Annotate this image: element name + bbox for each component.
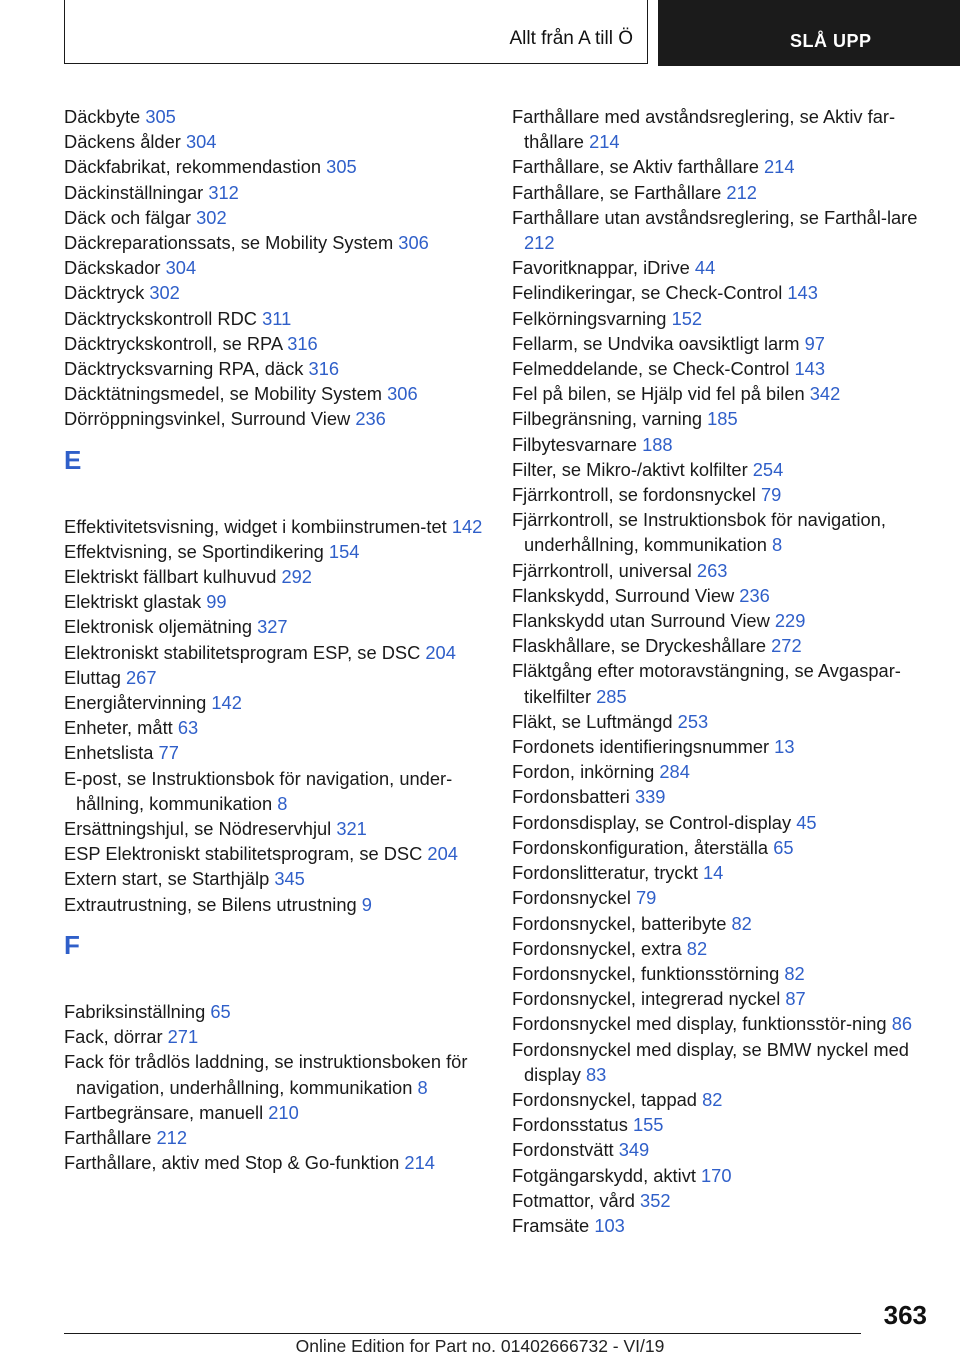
index-entry-text: Enhetslista — [64, 742, 154, 764]
index-page-link[interactable]: 210 — [268, 1101, 299, 1123]
index-page-link[interactable]: 79 — [635, 887, 657, 909]
index-page-link[interactable]: 82 — [702, 1088, 723, 1110]
index-entry — [64, 356, 494, 381]
index-page-link[interactable]: 204 — [425, 641, 456, 663]
index-page-link[interactable]: 236 — [355, 408, 386, 430]
tab-lookup-label: SLÅ UPP — [790, 31, 872, 51]
index-entry-text: Fordonsnyckel, extra — [512, 937, 682, 959]
index-entry-text: Elektriskt glastak — [64, 591, 202, 613]
index-entry-text: Ersättningshjul, se Nödreservhjul — [64, 818, 332, 840]
index-page-link[interactable]: 214 — [589, 131, 620, 153]
index-entry-text: Fjärrkontroll, se Instruktionsbok för navigation, underhållning, kommunikation — [512, 509, 886, 556]
footer-edition: Online Edition for Part no. 01402666732 - VI/19 — [295, 1336, 665, 1356]
index-page-link[interactable]: 284 — [659, 761, 690, 783]
index-entry — [512, 180, 932, 205]
index-entry — [64, 614, 494, 639]
index-entry — [512, 1037, 932, 1087]
footer-divider — [64, 1333, 861, 1334]
index-entry — [512, 1011, 932, 1036]
index-entry — [512, 759, 932, 784]
index-entry-text: Enheter, mått — [64, 717, 173, 739]
index-entry — [512, 381, 932, 406]
index-entry — [64, 154, 494, 179]
index-entry — [64, 690, 494, 715]
index-page-link[interactable]: 142 — [211, 692, 242, 714]
index-entry-text: Felkörningsvarning — [512, 307, 667, 329]
index-entry — [64, 1150, 494, 1175]
index-entry-text: Fellarm, se Undvika oavsiktligt larm — [512, 332, 800, 354]
index-page-link[interactable]: 285 — [596, 685, 627, 707]
index-entry-text: Fjärrkontroll, universal — [512, 559, 692, 581]
top-navigation — [0, 0, 960, 66]
index-page-link[interactable]: 352 — [640, 1189, 671, 1211]
index-entry-text: E-post, se Instruktionsbok för navigation, under-hållning, kommunikation — [64, 767, 453, 814]
index-entry — [64, 104, 494, 129]
index-page-link[interactable]: 185 — [707, 408, 738, 430]
index-entry-text: Farthållare, se Aktiv farthållare — [512, 156, 759, 178]
index-column-right — [512, 104, 932, 1238]
index-entry-text: Fläkt, se Luftmängd — [512, 710, 673, 732]
index-entry-text: Farthållare, aktiv med Stop & Go-funktion — [64, 1152, 400, 1174]
index-entry — [64, 514, 494, 539]
index-entry — [512, 1188, 932, 1213]
index-entry — [64, 280, 494, 305]
index-entry-text: Fordonsnyckel — [512, 887, 631, 909]
index-page-link[interactable]: 45 — [796, 811, 817, 833]
index-entry — [512, 356, 932, 381]
index-entry — [64, 1024, 494, 1049]
index-entry — [512, 583, 932, 608]
index-entry-text: Fack för trådlös laddning, se instruktionsboken för navigation, underhållning, kommunikation — [64, 1051, 468, 1098]
index-entry-text: Däckens ålder — [64, 131, 181, 153]
index-column-left — [64, 104, 494, 1175]
index-entry — [64, 1049, 494, 1099]
index-entry-text: Fordonsdisplay, se Control-display — [512, 811, 792, 833]
index-entry — [512, 734, 932, 759]
index-entry — [512, 810, 932, 835]
index-entry-text: Farthållare med avståndsreglering, se Aktiv far-thållare — [512, 106, 896, 153]
index-entry — [64, 381, 494, 406]
index-page-link[interactable]: 65 — [773, 836, 794, 858]
index-entry-text: Fartbegränsare, manuell — [64, 1101, 264, 1123]
index-entry-text: Fordonsnyckel, batteribyte — [512, 912, 727, 934]
index-entry — [64, 1125, 494, 1150]
index-page-link[interactable]: 254 — [752, 458, 784, 480]
index-page-link[interactable]: 82 — [731, 912, 752, 934]
index-page-link[interactable]: 8 — [771, 534, 783, 556]
index-entry-text: Fel på bilen, se Hjälp vid fel på bilen — [512, 383, 805, 405]
index-entry — [64, 816, 494, 841]
index-entry — [512, 986, 932, 1011]
index-entry-text: Felindikeringar, se Check-Control — [512, 282, 783, 304]
index-entry — [512, 406, 932, 431]
index-page-link[interactable]: 349 — [618, 1139, 650, 1161]
index-page-link[interactable]: 302 — [149, 282, 180, 304]
index-page-link[interactable]: 82 — [686, 937, 708, 959]
index-entry-text: Felmeddelande, se Check-Control — [512, 358, 790, 380]
index-entry — [512, 860, 932, 885]
index-entry — [512, 558, 932, 583]
index-entry — [512, 1213, 932, 1238]
index-page-link[interactable]: 8 — [417, 1076, 428, 1098]
index-entry-text: Fordonsstatus — [512, 1114, 628, 1136]
index-entry — [512, 911, 932, 936]
index-entry — [512, 1137, 932, 1162]
index-page-link[interactable]: 99 — [206, 591, 227, 613]
index-page-link[interactable]: 263 — [696, 559, 728, 581]
index-page-link[interactable]: 63 — [177, 717, 199, 739]
index-entry — [512, 608, 932, 633]
index-section-letter: F — [64, 929, 80, 960]
index-entry-text: Fordonets identifieringsnummer — [512, 736, 770, 758]
index-entry-text: Fordonsnyckel, tappad — [512, 1088, 697, 1110]
index-entry — [512, 306, 932, 331]
index-entry — [64, 255, 494, 280]
index-page-link[interactable]: 214 — [764, 156, 795, 178]
index-entry-text: ESP Elektroniskt stabilitetsprogram, se DSC — [64, 843, 423, 865]
index-page-link[interactable]: 339 — [634, 786, 666, 808]
index-entry-text: Fordonsnyckel, integrerad nyckel — [512, 988, 781, 1010]
index-page-link[interactable]: 312 — [208, 181, 239, 203]
index-entry — [512, 658, 932, 708]
index-page-link[interactable]: 253 — [677, 710, 709, 732]
index-entry — [64, 1100, 494, 1125]
index-entry — [64, 180, 494, 205]
index-page-link[interactable]: 212 — [156, 1126, 187, 1148]
index-page-link[interactable]: 44 — [694, 257, 716, 279]
index-entry — [512, 885, 932, 910]
index-entry-text: Flaskhållare, se Dryckeshållare — [512, 635, 767, 657]
index-entry — [512, 205, 932, 255]
index-page-link[interactable]: 8 — [277, 792, 288, 814]
index-entry — [64, 331, 494, 356]
index-entry-text: Extern start, se Starthjälp — [64, 868, 270, 890]
index-entry — [512, 1087, 932, 1112]
index-entry-text: Fordon, inkörning — [512, 761, 655, 783]
index-entry-text: Effektivitetsvisning, widget i kombiinstrumen-tet — [64, 515, 447, 537]
index-entry — [512, 482, 932, 507]
index-entry-text: Fordonsnyckel med display, funktionsstör-ning — [512, 1013, 887, 1035]
index-entry — [64, 892, 494, 917]
index-entry-text: Extrautrustning, se Bilens utrustning — [64, 893, 357, 915]
index-page-link[interactable]: 271 — [167, 1026, 199, 1048]
index-page-link[interactable]: 13 — [774, 736, 795, 758]
index-entry-text: Elektronisk oljemätning — [64, 616, 252, 638]
index-entry-text: Fordonslitteratur, tryckt — [512, 862, 698, 884]
index-section-letter: E — [64, 444, 82, 475]
index-entry-text: Flankskydd, Surround View — [512, 584, 735, 606]
index-entry — [512, 784, 932, 809]
index-entry — [64, 715, 494, 740]
index-entry — [512, 280, 932, 305]
index-page-link[interactable]: 154 — [328, 540, 360, 562]
index-entry-text: Däckbyte — [64, 106, 141, 127]
index-entry — [512, 154, 932, 179]
index-entry-text: Däcktryckskontroll RDC — [64, 307, 257, 329]
index-entry — [64, 205, 494, 230]
index-page-link[interactable]: 155 — [632, 1114, 664, 1136]
index-page-link[interactable]: 77 — [158, 742, 179, 764]
index-entry-text: Filbegränsning, varning — [512, 408, 703, 430]
index-page-link[interactable]: 304 — [185, 131, 217, 153]
index-entry — [512, 835, 932, 860]
index-entry — [512, 432, 932, 457]
index-page-link[interactable]: 327 — [257, 616, 288, 638]
index-page-link[interactable]: 103 — [594, 1214, 625, 1236]
index-entry — [64, 841, 494, 866]
index-page-link[interactable]: 214 — [404, 1152, 435, 1174]
index-page-link[interactable]: 304 — [165, 257, 197, 279]
index-page-link[interactable]: 142 — [451, 515, 483, 537]
index-page-link[interactable]: 311 — [262, 307, 292, 329]
index-entry — [512, 507, 932, 557]
tab-index-label: Allt från A till Ö — [509, 28, 633, 49]
index-entry-text: Fotgängarskydd, aktivt — [512, 1164, 696, 1186]
index-page-link[interactable]: 143 — [794, 358, 826, 380]
index-entry-text: Däck och fälgar — [64, 206, 192, 228]
index-entry-text: Fabriksinställning — [64, 1000, 206, 1022]
index-page-link[interactable]: 302 — [196, 206, 227, 228]
index-entry-text: Farthållare, se Farthållare — [512, 181, 722, 203]
index-entry-text: Filter, se Mikro-/aktivt kolfilter — [512, 458, 748, 480]
index-entry — [512, 709, 932, 734]
index-entry-text: Däcktryckskontroll, se RPA — [64, 332, 283, 354]
index-page-link[interactable]: 65 — [210, 1000, 231, 1022]
index-entry-text: Dörröppningsvinkel, Surround View — [64, 408, 351, 430]
index-entry — [512, 961, 932, 986]
index-page-link[interactable]: 272 — [771, 635, 802, 657]
index-entry — [512, 1112, 932, 1137]
index-page-link[interactable]: 342 — [809, 383, 841, 405]
index-entry-text: Däckskador — [64, 257, 161, 279]
index-page-link[interactable]: 292 — [281, 566, 312, 588]
index-entry-text: Däckfabrikat, rekommendastion — [64, 156, 322, 178]
index-entry-text: Farthållare — [64, 1126, 152, 1148]
index-page-link[interactable]: 305 — [145, 106, 176, 127]
index-entry-text: Fotmattor, vård — [512, 1189, 635, 1211]
index-entry — [64, 999, 494, 1024]
index-entry-text: Elektroniskt stabilitetsprogram ESP, se DSC — [64, 641, 421, 663]
index-entry — [64, 665, 494, 690]
index-entry — [64, 129, 494, 154]
index-entry-text: Favoritknappar, iDrive — [512, 257, 690, 279]
index-entry-text: Eluttag — [64, 666, 121, 688]
index-entry-text: Fordonskonfiguration, återställa — [512, 836, 769, 858]
index-page-link[interactable]: 305 — [326, 156, 357, 178]
index-entry-text: Däcktryck — [64, 282, 145, 304]
index-entry-text: Däckreparationssats, se Mobility System — [64, 232, 394, 254]
index-entry — [512, 331, 932, 356]
index-page-link[interactable]: 14 — [703, 862, 724, 884]
index-page-link[interactable]: 321 — [336, 818, 367, 840]
index-entry-text: Fordonsbatteri — [512, 786, 630, 808]
index-page-link[interactable]: 143 — [787, 282, 818, 304]
index-entry-text: Energiåtervinning — [64, 692, 207, 714]
index-page-link[interactable]: 79 — [760, 484, 782, 506]
index-page-link[interactable]: 212 — [524, 232, 555, 254]
index-page-link[interactable]: 188 — [642, 433, 673, 455]
index-entry — [64, 589, 494, 614]
index-entry-text: Fack, dörrar — [64, 1026, 163, 1048]
index-page-link[interactable]: 236 — [739, 584, 770, 606]
index-entry — [512, 255, 932, 280]
index-entry — [64, 740, 494, 765]
index-entry-text: Däcktrycksvarning RPA, däck — [64, 358, 304, 380]
index-page-link[interactable]: 97 — [804, 332, 825, 354]
index-entry — [512, 633, 932, 658]
index-entry-text: Fjärrkontroll, se fordonsnyckel — [512, 484, 756, 506]
index-page-link[interactable]: 316 — [308, 358, 340, 380]
index-page-link[interactable]: 87 — [785, 988, 806, 1010]
index-page-link[interactable]: 9 — [361, 893, 372, 915]
index-page-link[interactable]: 152 — [671, 307, 703, 329]
index-page-link[interactable]: 267 — [126, 666, 157, 688]
index-entry-text: Fordonstvätt — [512, 1139, 614, 1161]
index-entry-text: Däckinställningar — [64, 181, 204, 203]
index-page-link[interactable]: 170 — [701, 1164, 732, 1186]
index-entry — [512, 936, 932, 961]
index-page-link[interactable]: 212 — [726, 181, 757, 203]
index-page-link[interactable]: 83 — [586, 1063, 607, 1085]
index-page-link[interactable]: 306 — [387, 383, 418, 405]
index-entry — [64, 564, 494, 589]
index-entry — [64, 766, 494, 816]
index-page-link[interactable]: 86 — [891, 1013, 913, 1035]
index-entry-text: Effektvisning, se Sportindikering — [64, 540, 324, 562]
page-number: 363 — [883, 1300, 927, 1330]
tab-index-a-to-o[interactable] — [64, 0, 648, 64]
index-entry — [512, 104, 932, 154]
index-entry-text: Filbytesvarnare — [512, 433, 637, 455]
index-entry — [64, 406, 494, 431]
index-entry-text: Fordonsnyckel med display, se BMW nyckel med display — [512, 1038, 909, 1085]
index-entry — [512, 1163, 932, 1188]
index-entry-text: Framsäte — [512, 1214, 590, 1236]
index-entry-text: Fläktgång efter motoravstängning, se Avgaspar-tikelfilter — [512, 660, 901, 707]
index-page-link[interactable]: 306 — [398, 232, 429, 254]
tab-lookup[interactable] — [658, 0, 960, 66]
index-page-link[interactable]: 82 — [784, 962, 805, 984]
index-entry — [64, 230, 494, 255]
index-entry — [64, 640, 494, 665]
index-page-link[interactable]: 316 — [287, 332, 318, 354]
index-entry-text: Elektriskt fällbart kulhuvud — [64, 566, 277, 588]
index-entry-text: Däcktätningsmedel, se Mobility System — [64, 383, 383, 405]
index-entry-text: Farthållare utan avståndsreglering, se Farthål-lare — [512, 206, 918, 228]
index-entry — [512, 457, 932, 482]
index-entry — [64, 866, 494, 891]
index-entry-text: Fordonsnyckel, funktionsstörning — [512, 962, 780, 984]
index-entry-text: Flankskydd utan Surround View — [512, 610, 770, 632]
index-entry — [64, 539, 494, 564]
index-page-link[interactable]: 229 — [774, 610, 806, 632]
index-page-link[interactable]: 345 — [274, 868, 305, 890]
index-entry — [64, 306, 494, 331]
index-page-link[interactable]: 204 — [427, 843, 458, 865]
